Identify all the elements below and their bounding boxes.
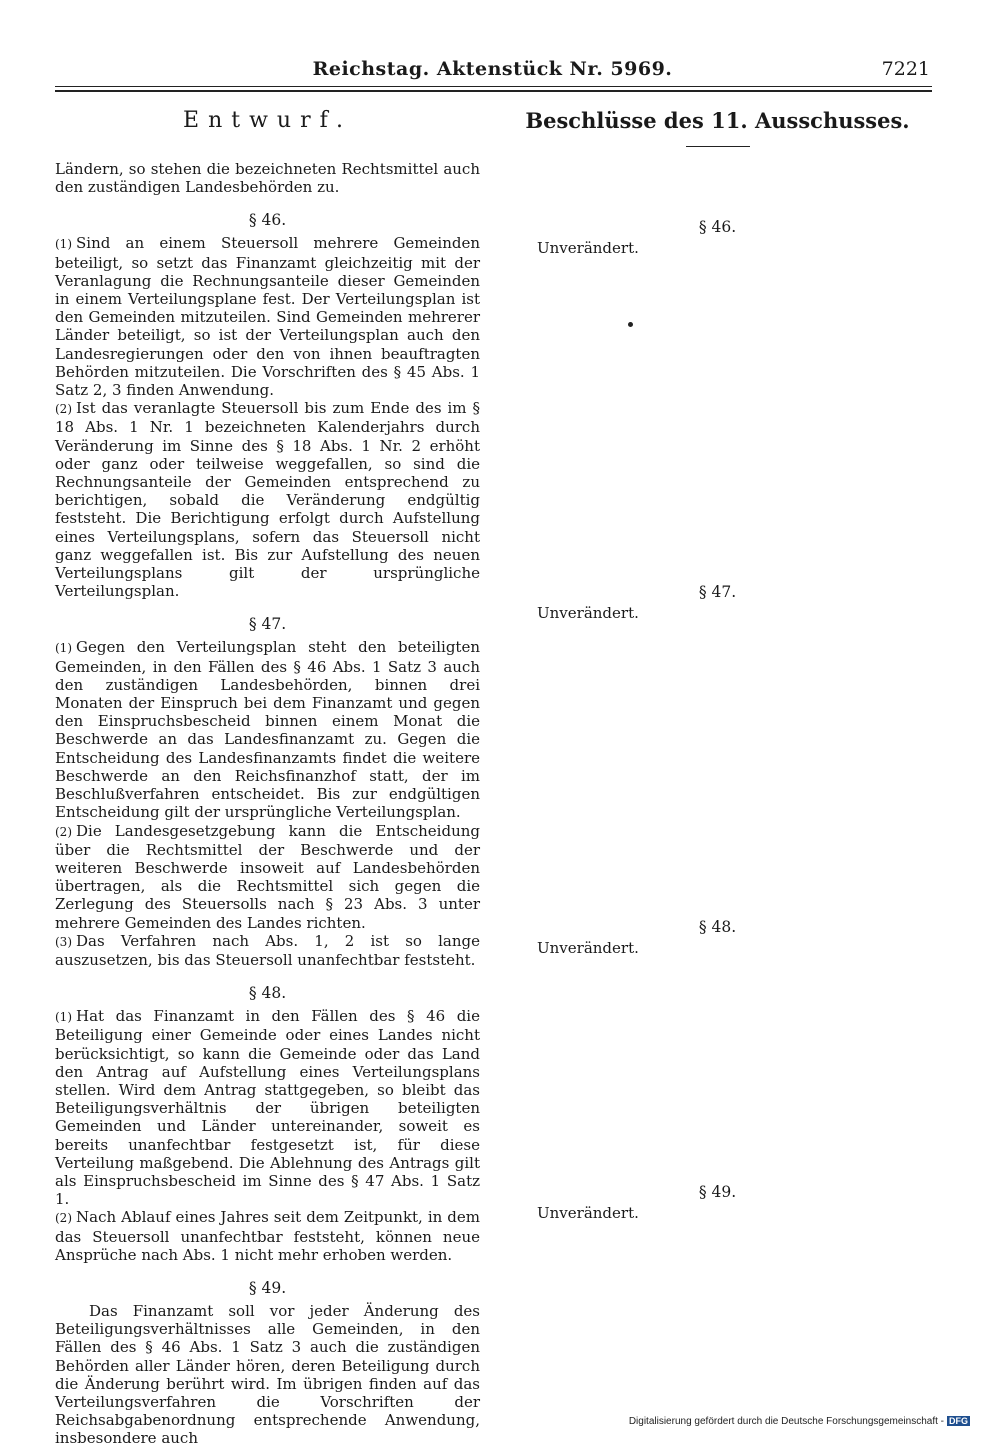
- committee-decision: Unverändert.: [537, 239, 639, 257]
- intro-text: Ländern, so stehen die bezeichneten Rechtsmittel auch den zuständigen Landesbehörden zu.: [55, 160, 480, 197]
- footer-text: Digitalisierung gefördert durch die Deutsche Forschungsgemeinschaft -: [628, 1416, 944, 1427]
- page-header: [55, 58, 930, 88]
- paragraph: (1) Hat das Finanzamt in den Fällen des § 46 die Beteiligung einer Gemeinde oder eines Landes nicht berücksichtigt, so kann die Gemeinde oder das Land den Antrag auf Aufstellung eines Verteilungsplans stellen. Wird dem Antrag stattgegeben, so bleibt das Beteiligungsverhältnis der übrigen beteiligten Gemeinden und Länder untereinander, soweit es bereits unanfechtbar festgesetzt ist, für diese Verteilung maßgebend. Die Ablehnung des Antrags gilt als Einspruchsbescheid im Sinne des § 47 Abs. 1 Satz 1.: [55, 1007, 480, 1209]
- committee-heading: Beschlüsse des 11. Ausschusses.: [525, 108, 910, 133]
- committee-section-title: § 48.: [698, 918, 737, 936]
- committee-section-title: § 49.: [698, 1183, 737, 1201]
- committee-decision: Unverändert.: [537, 604, 639, 622]
- page-number: 7221: [881, 58, 930, 80]
- section-title-49: § 49.: [248, 1278, 287, 1297]
- paragraph: (2) Ist das veranlagte Steuersoll bis zum Ende des im § 18 Abs. 1 Nr. 1 bezeichneten Kalenderjahrs durch Veränderung im Sinne des § 18 Abs. 1 Nr. 2 erhöht oder ganz oder teilweise weggefallen, so sind die Rechnungsanteile der Gemeinden entsprechend zu berichtigen, sobald die Veränderung endgültig feststeht. Die Berichtigung erfolgt durch Aufstellung eines Verteilungsplans, sofern das Steuersoll nicht ganz weggefallen ist. Bis zur Aufstellung des neuen Verteilungsplans gilt der ursprüngliche Verteilungsplan.: [55, 399, 480, 601]
- draft-heading: Entwurf.: [183, 108, 352, 133]
- committee-section-title: § 47.: [698, 583, 737, 601]
- section-title-48: § 48.: [248, 984, 287, 1003]
- digitization-footer: [629, 1416, 970, 1427]
- paragraph: (3) Das Verfahren nach Abs. 1, 2 ist so lange auszusetzen, bis das Steuersoll unanfechtbar feststeht.: [55, 931, 480, 969]
- paragraph: (2) Nach Ablauf eines Jahres seit dem Zeitpunkt, in dem das Steuersoll unanfechtbar feststeht, können neue Ansprüche nach Abs. 1 nicht mehr erhoben werden.: [55, 1208, 480, 1264]
- paragraph: Das Finanzamt soll vor jeder Änderung des Beteiligungsverhältnisses alle Gemeinden, in den Fällen des § 46 Abs. 1 Satz 3 auch die zuständigen Behörden aller Länder hören, deren Beteiligung durch die Änderung berührt wird. Im übrigen finden auf das Verteilungsverfahren die Vorschriften der Reichsabgabenordnung entsprechende Anwendung, insbesondere auch: [55, 1301, 480, 1448]
- running-title: Reichstag. Aktenstück Nr. 5969.: [312, 58, 673, 80]
- section-title-47: § 47.: [248, 615, 287, 634]
- section-title-46: § 46.: [248, 211, 287, 230]
- header-rule: [55, 86, 932, 87]
- committee-decision: Unverändert.: [537, 939, 639, 957]
- committee-decision: Unverändert.: [537, 1204, 639, 1222]
- committee-section-title: § 46.: [698, 218, 737, 236]
- heading-rule: [686, 146, 750, 147]
- draft-column: [55, 106, 480, 1448]
- paragraph: (1) Sind an einem Steuersoll mehrere Gemeinden beteiligt, so setzt das Finanzamt gleichzeitig mit der Veranlagung die Rechnungsanteile dieser Gemeinden in einem Verteilungsplane fest. Der Verteilungsplan ist den Gemeinden mitzuteilen. Sind Gemeinden mehrerer Länder beteiligt, so ist der Verteilungsplan auch den Landesregierungen oder den von ihnen beauftragten Behörden mitzuteilen. Die Vorschriften des § 45 Abs. 1 Satz 2, 3 finden Anwendung.: [55, 234, 480, 400]
- header-rule-double: [55, 90, 932, 92]
- committee-column: [505, 106, 930, 1222]
- dfg-logo: DFG: [949, 1416, 968, 1426]
- ink-speck: [628, 322, 633, 327]
- paragraph: (2) Die Landesgesetzgebung kann die Entscheidung über die Rechtsmittel der Beschwerde und der weiteren Beschwerde insoweit auf Landesbehörden übertragen, als die Rechtsmittel sich gegen die Zerlegung des Steuersolls nach § 23 Abs. 3 unter mehrere Gemeinden des Landes richten.: [55, 821, 480, 932]
- paragraph: (1) Gegen den Verteilungsplan steht den beteiligten Gemeinden, in den Fällen des § 46 Abs. 1 Satz 3 auch den zuständigen Landesbehörden, binnen drei Monaten der Einspruch bei dem Finanzamt und gegen den Einspruchsbescheid binnen einem Monat die Beschwerde an das Landesfinanzamt zu. Gegen die Entscheidung des Landesfinanzamts findet die weitere Beschwerde an den Reichsfinanzhof statt, der im Beschlußverfahren entscheidet. Bis zur endgültigen Entscheidung gilt der ursprüngliche Verteilungsplan.: [55, 638, 480, 822]
